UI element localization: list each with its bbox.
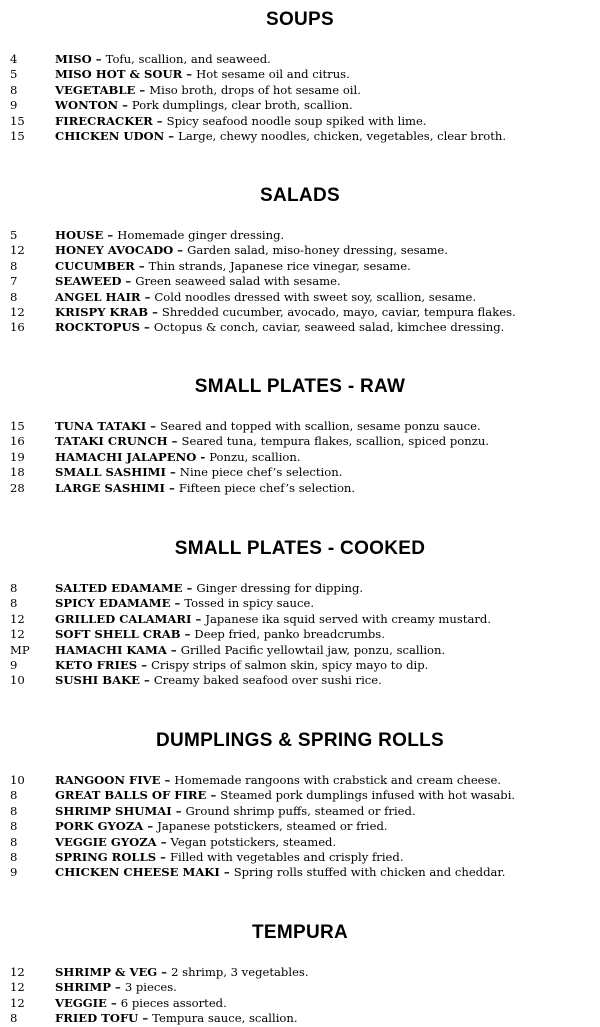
item-price: 4 xyxy=(10,52,18,66)
item-name: FIRECRACKER xyxy=(55,113,153,128)
item-text xyxy=(55,290,600,305)
item-separator: – xyxy=(182,67,197,82)
item-description: Large, chewy noodles, chicken, vegetables, clear broth. xyxy=(178,128,507,143)
item-name: VEGETABLE xyxy=(55,82,136,97)
item-name: HOUSE xyxy=(55,228,104,242)
menu-item xyxy=(0,481,600,496)
item-separator: – xyxy=(110,980,125,995)
item-list xyxy=(0,773,600,881)
item-description: Ginger dressing for dipping. xyxy=(196,581,364,595)
item-text xyxy=(55,243,600,258)
item-name: CHICKEN CHEESE MAKI xyxy=(55,865,220,880)
item-text xyxy=(55,98,600,113)
menu-item xyxy=(0,228,600,243)
item-name: ANGEL HAIR xyxy=(55,289,141,304)
item-separator: – xyxy=(152,113,167,128)
item-price: 8 xyxy=(10,258,18,273)
item-description: Grilled Pacific yellowtail jaw, ponzu, scallion. xyxy=(180,642,446,657)
item-price: 10 xyxy=(10,673,25,688)
item-price: 8 xyxy=(10,82,18,97)
item-description: Spring rolls stuffed with chicken and cheddar. xyxy=(233,865,506,880)
menu-item xyxy=(0,67,600,82)
menu-item xyxy=(0,83,600,98)
item-name: GRILLED CALAMARI xyxy=(55,611,192,626)
item-name: SPRING ROLLS xyxy=(55,849,157,864)
item-price: 8 xyxy=(10,849,18,864)
item-name: SHRIMP & VEG xyxy=(55,965,158,979)
item-text xyxy=(55,83,600,98)
item-separator: – xyxy=(191,611,206,626)
menu-item xyxy=(0,581,600,596)
section-heading: DUMPLINGS & SPRING ROLLS xyxy=(156,730,444,751)
menu-item xyxy=(0,643,600,658)
item-price: 7 xyxy=(10,274,18,289)
item-text xyxy=(55,67,600,82)
item-description: Thin strands, Japanese rice vinegar, sesame. xyxy=(148,258,411,273)
item-name: HAMACHI JALAPENO xyxy=(55,449,197,464)
item-price: 8 xyxy=(10,803,18,818)
item-description: 2 shrimp, 3 vegetables. xyxy=(171,965,309,979)
item-separator: - xyxy=(196,449,210,464)
item-name: SHRIMP xyxy=(55,980,111,995)
menu-item xyxy=(0,290,600,305)
item-list xyxy=(0,52,600,144)
item-text xyxy=(55,259,600,274)
menu-section xyxy=(0,375,600,496)
item-name: VEGGIE xyxy=(55,995,107,1010)
item-description: Cold noodles dressed with sweet soy, scallion, sesame. xyxy=(154,289,477,304)
item-name: CHICKEN UDON xyxy=(55,128,165,143)
item-name: HAMACHI KAMA xyxy=(55,642,167,657)
item-description: Steamed pork dumplings infused with hot wasabi. xyxy=(220,788,516,803)
item-text xyxy=(55,996,600,1011)
menu-item xyxy=(0,612,600,627)
item-text xyxy=(55,850,600,865)
menu-item xyxy=(0,243,600,258)
item-name: PORK GYOZA xyxy=(55,819,144,834)
menu-section xyxy=(0,729,600,881)
item-text xyxy=(55,320,600,335)
item-price: 9 xyxy=(10,98,18,113)
item-text xyxy=(55,773,600,788)
item-price: 12 xyxy=(10,304,25,319)
item-description: Crispy strips of salmon skin, spicy mayo to dip. xyxy=(151,657,429,672)
item-separator: – xyxy=(137,657,152,672)
item-text xyxy=(55,1011,600,1026)
item-text xyxy=(55,481,600,496)
item-description: Ground shrimp puffs, steamed or fried. xyxy=(185,803,416,818)
item-price: 5 xyxy=(10,228,18,242)
item-price: 12 xyxy=(10,980,25,995)
item-description: Shredded cucumber, avocado, mayo, caviar, tempura flakes. xyxy=(161,304,516,319)
item-description: Japanese potstickers, steamed or fried. xyxy=(157,819,388,834)
item-text xyxy=(55,673,600,688)
item-text xyxy=(55,274,600,289)
item-name: SOFT SHELL CRAB xyxy=(55,627,181,642)
item-separator: – xyxy=(171,803,186,818)
item-text xyxy=(55,305,600,320)
item-name: HONEY AVOCADO xyxy=(55,243,174,258)
menu-item xyxy=(0,52,600,67)
menu-item xyxy=(0,804,600,819)
item-price: 10 xyxy=(10,773,25,787)
item-price: 18 xyxy=(10,465,25,480)
menu-item xyxy=(0,450,600,465)
item-price: 16 xyxy=(10,434,25,449)
menu-item xyxy=(0,850,600,865)
item-separator: – xyxy=(206,788,221,803)
item-description: Vegan potstickers, steamed. xyxy=(170,834,337,849)
menu-item xyxy=(0,259,600,274)
item-text xyxy=(55,627,600,642)
item-text xyxy=(55,114,600,129)
item-separator: – xyxy=(173,243,188,258)
item-description: Japanese ika squid served with creamy mustard. xyxy=(205,611,492,626)
menu-item xyxy=(0,980,600,995)
menu-item xyxy=(0,658,600,673)
item-price: 15 xyxy=(10,128,25,143)
item-name: WONTON xyxy=(55,98,119,113)
menu-item xyxy=(0,274,600,289)
item-text xyxy=(55,434,600,449)
section-heading: TEMPURA xyxy=(251,922,349,943)
item-text xyxy=(55,643,600,658)
item-price: 12 xyxy=(10,611,25,626)
item-separator: – xyxy=(121,274,136,289)
item-separator: – xyxy=(146,419,161,433)
item-price: 8 xyxy=(10,289,18,304)
item-description: Homemade rangoons with crabstick and cream cheese. xyxy=(174,773,502,787)
menu-item xyxy=(0,305,600,320)
item-description: Miso broth, drops of hot sesame oil. xyxy=(149,82,361,97)
item-separator: – xyxy=(165,465,180,480)
item-separator: – xyxy=(134,258,149,273)
item-name: TUNA TATAKI xyxy=(55,419,147,433)
menu-item xyxy=(0,434,600,449)
item-description: Tossed in spicy sauce. xyxy=(184,596,315,611)
item-price: 12 xyxy=(10,243,25,258)
item-name: VEGGIE GYOZA xyxy=(55,834,157,849)
item-name: TATAKI CRUNCH xyxy=(55,434,168,449)
menu-item xyxy=(0,965,600,980)
item-text xyxy=(55,419,600,434)
item-separator: – xyxy=(182,581,197,595)
item-description: Octopus & conch, caviar, seaweed salad, kimchee dressing. xyxy=(153,320,505,335)
item-separator: – xyxy=(167,434,182,449)
item-description: Nine piece chef’s selection. xyxy=(179,465,343,480)
item-text xyxy=(55,804,600,819)
item-description: Tofu, scallion, and seaweed. xyxy=(105,52,271,66)
menu-item xyxy=(0,996,600,1011)
item-price: 8 xyxy=(10,819,18,834)
item-description: Filled with vegetables and crisply fried. xyxy=(169,849,404,864)
item-text xyxy=(55,450,600,465)
item-description: Deep fried, panko breadcrumbs. xyxy=(194,627,385,642)
item-price: 8 xyxy=(10,788,18,803)
item-description: Ponzu, scallion. xyxy=(209,449,301,464)
item-separator: – xyxy=(138,1011,153,1026)
item-separator: – xyxy=(118,98,132,113)
item-text xyxy=(55,465,600,480)
menu-item xyxy=(0,835,600,850)
item-name: MISO HOT & SOUR xyxy=(55,67,183,82)
item-separator: – xyxy=(164,128,179,143)
item-text xyxy=(55,129,600,144)
item-price: 28 xyxy=(10,480,25,495)
section-heading: SMALL PLATES - COOKED xyxy=(174,538,426,559)
menu-item xyxy=(0,627,600,642)
item-price: 8 xyxy=(10,1011,18,1026)
item-separator: – xyxy=(106,995,121,1010)
item-price: 8 xyxy=(10,834,18,849)
menu-section xyxy=(0,184,600,336)
menu-section xyxy=(0,921,600,1027)
menu-item xyxy=(0,596,600,611)
item-price: MP xyxy=(10,642,30,657)
item-list xyxy=(0,419,600,496)
item-text xyxy=(55,965,600,980)
item-separator: – xyxy=(139,673,154,688)
item-price: 8 xyxy=(10,596,18,611)
menu-item xyxy=(0,673,600,688)
item-name: MISO xyxy=(55,52,92,66)
item-name: SEAWEED xyxy=(55,274,122,289)
menu-item xyxy=(0,819,600,834)
item-separator: – xyxy=(160,773,175,787)
menu-item xyxy=(0,865,600,880)
item-list xyxy=(0,228,600,336)
item-description: Garden salad, miso-honey dressing, sesame. xyxy=(187,243,448,258)
menu-item xyxy=(0,114,600,129)
item-name: KETO FRIES xyxy=(55,657,138,672)
item-price: 12 xyxy=(10,627,25,642)
item-description: Pork dumplings, clear broth, scallion. xyxy=(131,98,353,113)
item-price: 15 xyxy=(10,113,25,128)
item-name: GREAT BALLS OF FIRE xyxy=(55,788,207,803)
item-name: LARGE SASHIMI xyxy=(55,480,165,495)
item-separator: – xyxy=(135,82,150,97)
item-description: Tempura sauce, scallion. xyxy=(152,1011,298,1026)
item-price: 19 xyxy=(10,449,25,464)
item-separator: – xyxy=(180,627,195,642)
item-separator: – xyxy=(148,304,162,319)
item-text xyxy=(55,835,600,850)
menu-item xyxy=(0,773,600,788)
item-text xyxy=(55,596,600,611)
section-heading: SOUPS xyxy=(265,9,335,30)
item-name: SHRIMP SHUMAI xyxy=(55,803,172,818)
item-text xyxy=(55,788,600,803)
item-list xyxy=(0,965,600,1027)
item-separator: – xyxy=(157,965,172,979)
menu-item xyxy=(0,129,600,144)
item-name: SALTED EDAMAME xyxy=(55,581,183,595)
item-name: SPICY EDAMAME xyxy=(55,596,171,611)
item-separator: – xyxy=(164,480,179,495)
item-text xyxy=(55,581,600,596)
item-price: 8 xyxy=(10,581,18,595)
item-separator: – xyxy=(156,834,171,849)
item-separator: – xyxy=(139,320,154,335)
item-price: 12 xyxy=(10,965,25,979)
item-price: 9 xyxy=(10,865,18,880)
item-separator: – xyxy=(156,849,170,864)
item-description: Fifteen piece chef’s selection. xyxy=(178,480,356,495)
menu-item xyxy=(0,98,600,113)
item-text xyxy=(55,865,600,880)
menu-item xyxy=(0,419,600,434)
section-heading: SMALL PLATES - RAW xyxy=(194,376,406,397)
item-separator: – xyxy=(170,596,185,611)
menu-section xyxy=(0,537,600,689)
item-text xyxy=(55,52,600,67)
item-price: 9 xyxy=(10,657,18,672)
item-name: KRISPY KRAB xyxy=(55,304,149,319)
item-separator: – xyxy=(91,52,106,66)
item-separator: – xyxy=(166,642,181,657)
item-name: SMALL SASHIMI xyxy=(55,465,166,480)
item-separator: – xyxy=(143,819,158,834)
item-price: 15 xyxy=(10,419,25,433)
item-text xyxy=(55,612,600,627)
item-name: FRIED TOFU xyxy=(55,1011,139,1026)
item-description: Seared and topped with scallion, sesame ponzu sauce. xyxy=(160,419,481,433)
item-description: Hot sesame oil and citrus. xyxy=(196,67,350,82)
item-description: Creamy baked seafood over sushi rice. xyxy=(153,673,382,688)
item-text xyxy=(55,819,600,834)
item-description: Spicy seafood noodle soup spiked with lime. xyxy=(166,113,427,128)
menu-item xyxy=(0,1011,600,1026)
item-description: 3 pieces. xyxy=(124,980,177,995)
item-separator: – xyxy=(219,865,234,880)
item-name: RANGOON FIVE xyxy=(55,773,161,787)
item-text xyxy=(55,228,600,243)
item-text xyxy=(55,658,600,673)
menu-item xyxy=(0,788,600,803)
menu-section xyxy=(0,8,600,144)
item-name: ROCKTOPUS xyxy=(55,320,140,335)
item-description: Homemade ginger dressing. xyxy=(117,228,285,242)
item-list xyxy=(0,581,600,689)
item-text xyxy=(55,980,600,995)
section-heading: SALADS xyxy=(260,185,340,206)
item-description: 6 pieces assorted. xyxy=(120,995,227,1010)
item-description: Green seaweed salad with sesame. xyxy=(135,274,341,289)
item-price: 16 xyxy=(10,320,25,335)
item-price: 5 xyxy=(10,67,18,82)
menu-item xyxy=(0,320,600,335)
item-price: 12 xyxy=(10,995,25,1010)
item-description: Seared tuna, tempura flakes, scallion, spiced ponzu. xyxy=(181,434,489,449)
item-separator: – xyxy=(103,228,118,242)
item-separator: – xyxy=(140,289,155,304)
menu-item xyxy=(0,465,600,480)
item-name: SUSHI BAKE xyxy=(55,673,140,688)
item-name: CUCUMBER xyxy=(55,258,135,273)
